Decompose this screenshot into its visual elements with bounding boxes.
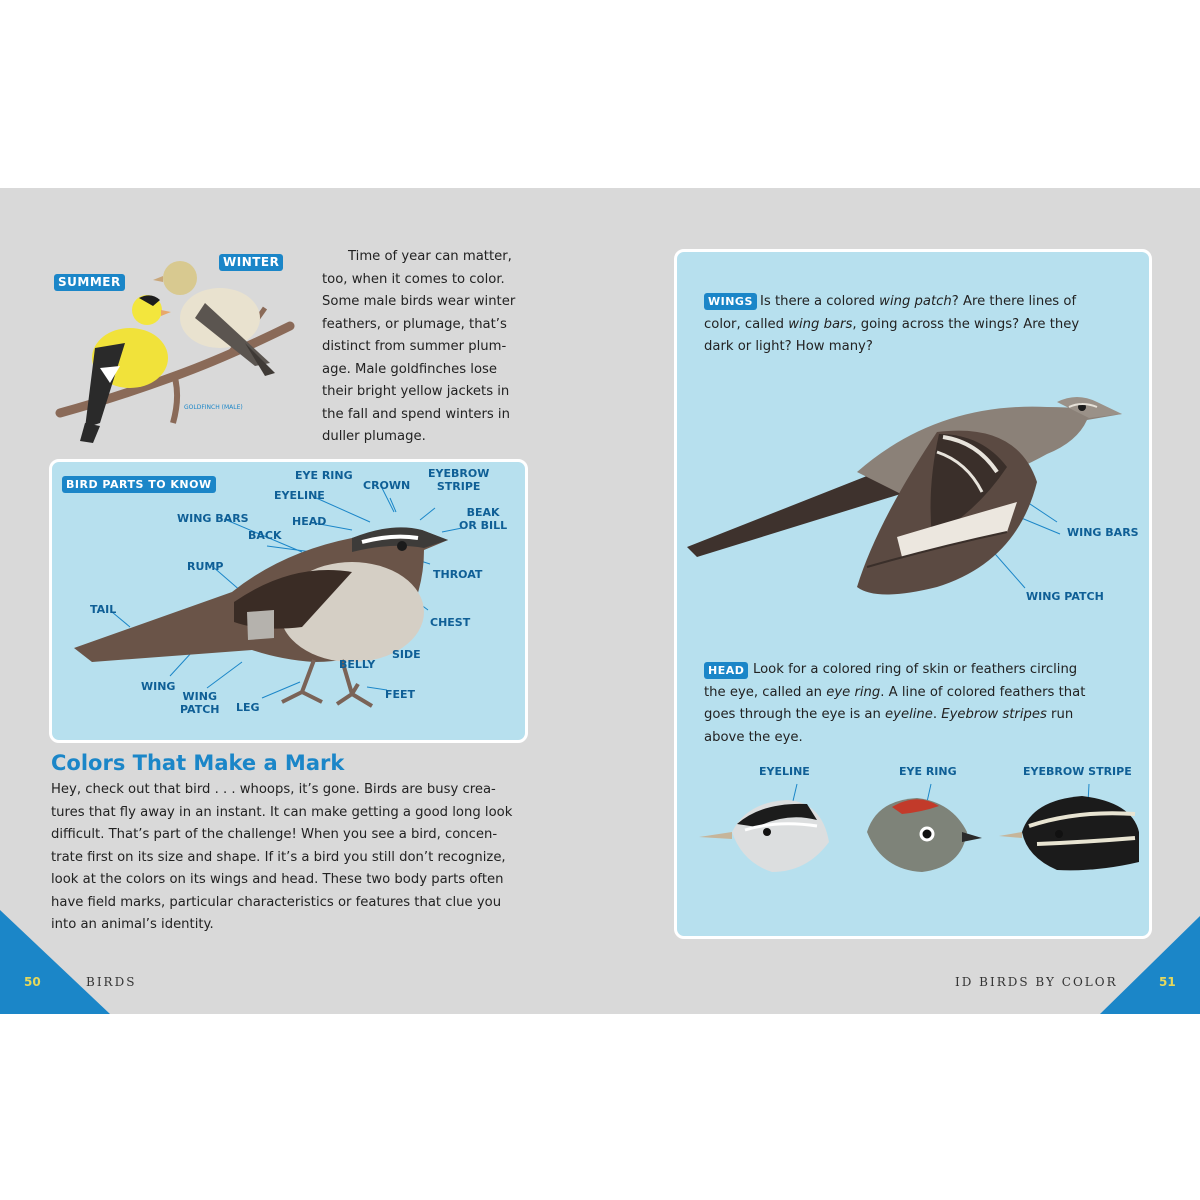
- label-rump: RUMP: [187, 560, 224, 573]
- label-chest: CHEST: [430, 616, 471, 629]
- label-wing: WING: [141, 680, 176, 693]
- intro-line: age. Male goldfinches lose: [322, 361, 498, 377]
- label-eyebrow-stripe-head: EYEBROW STRIPE: [1023, 765, 1132, 778]
- head-tag: HEAD: [704, 662, 748, 679]
- body-line: difficult. That’s part of the challenge! When you see a bird, concen-: [51, 827, 498, 842]
- label-back: BACK: [248, 529, 282, 542]
- running-head-left: BIRDS: [86, 975, 137, 989]
- label-eye-ring-head: EYE RING: [899, 765, 957, 778]
- head-illustrations: [677, 772, 1149, 892]
- body-line: tures that fly away in an instant. It can make getting a good long look: [51, 804, 513, 820]
- label-leg: LEG: [236, 701, 260, 714]
- label-side: SIDE: [392, 648, 421, 661]
- label-eye-ring: EYE RING: [295, 469, 353, 482]
- label-beak: BEAK OR BILL: [459, 506, 508, 532]
- label-wing-patch-right: WING PATCH: [1026, 590, 1104, 603]
- body-line: into an animal’s identity.: [51, 917, 214, 932]
- label-head: HEAD: [292, 515, 327, 528]
- wings-text: Is there a colored wing patch? Are there lines of color, called wing bars, going across the wings? Are they dark or light? How many?: [704, 294, 1080, 354]
- label-wing-bars-right: WING BARS: [1067, 526, 1139, 539]
- intro-line: too, when it comes to color.: [322, 271, 505, 287]
- body-line: Hey, check out that bird . . . whoops, it’s gone. Birds are busy crea-: [51, 782, 496, 797]
- page-number-right: 51: [1159, 975, 1176, 989]
- label-feet: FEET: [385, 688, 416, 701]
- intro-line: Time of year can matter,: [348, 249, 512, 264]
- bird-parts-tag: BIRD PARTS TO KNOW: [62, 476, 216, 493]
- body-paragraph: [51, 779, 531, 937]
- intro-line: their bright yellow jackets in: [322, 384, 510, 399]
- bird-parts-panel: [49, 459, 528, 743]
- label-eyeline-head: EYELINE: [759, 765, 810, 778]
- body-line: have field marks, particular characteristics or features that clue you: [51, 894, 502, 910]
- mockingbird-flight-illustration: [677, 362, 1149, 662]
- winter-tag: WINTER: [219, 254, 283, 271]
- label-eyebrow-stripe: EYEBROW STRIPE: [428, 467, 490, 493]
- page-number-left: 50: [24, 975, 41, 989]
- label-wing-bars: WING BARS: [177, 512, 249, 525]
- head-text: Look for a colored ring of skin or feathers circling the eye, called an eye ring. A line of colored feathers that goes through the eye is an eyeline. Eyebrow stripes run above the eye.: [704, 662, 1086, 745]
- label-crown: CROWN: [363, 479, 411, 492]
- body-line: trate first on its size and shape. If it’s a bird you still don’t recognize,: [51, 849, 506, 865]
- intro-line: the fall and spend winters in: [322, 406, 510, 422]
- label-wing-patch: WING PATCH: [180, 690, 220, 716]
- intro-line: Some male birds wear winter: [322, 294, 516, 309]
- summer-tag: SUMMER: [54, 274, 125, 291]
- wings-tag: WINGS: [704, 293, 757, 310]
- sparrow-illustration: [52, 462, 525, 740]
- section-heading: Colors That Make a Mark: [51, 751, 345, 775]
- intro-line: feathers, or plumage, that’s: [322, 316, 507, 332]
- book-spread: [0, 188, 1200, 1014]
- intro-line: distinct from summer plum-: [322, 339, 507, 354]
- body-line: look at the colors on its wings and head. These two body parts often: [51, 872, 504, 887]
- goldfinch-caption: GOLDFINCH (MALE): [184, 404, 243, 411]
- wings-head-panel: [674, 249, 1152, 939]
- running-head-right: ID BIRDS BY COLOR: [955, 975, 1118, 989]
- label-throat: THROAT: [433, 568, 483, 581]
- label-eyeline: EYELINE: [274, 489, 325, 502]
- intro-line: duller plumage.: [322, 429, 426, 444]
- intro-paragraph: [322, 246, 526, 449]
- label-tail: TAIL: [90, 603, 117, 616]
- label-belly: BELLY: [339, 658, 376, 671]
